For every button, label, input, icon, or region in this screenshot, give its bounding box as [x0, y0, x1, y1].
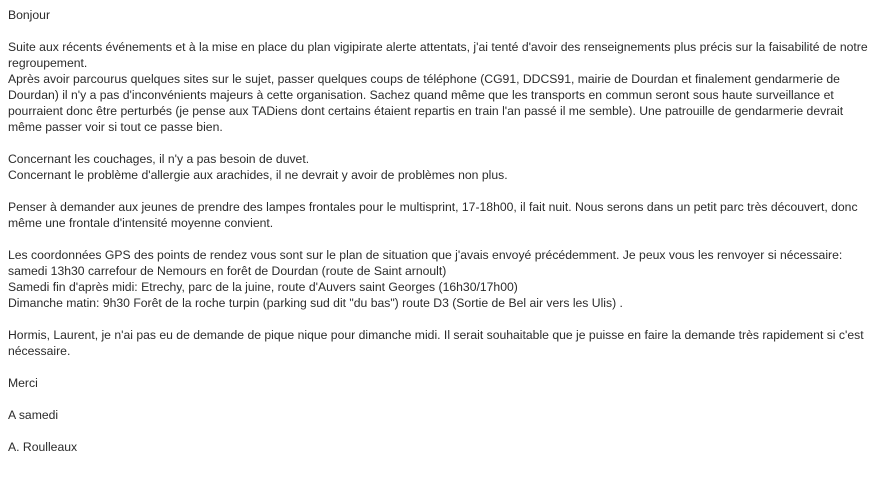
signature: A. Roulleaux — [8, 440, 78, 454]
paragraph-pique-nique — [8, 327, 878, 359]
paragraph-gps — [8, 247, 878, 311]
rendezvous-line: samedi 13h30 carrefour de Nemours en forêt de Dourdan (route de Saint arnoult) — [8, 264, 447, 278]
paragraph-line: Hormis, Laurent, je n'ai pas eu de demande de pique nique pour dimanche midi. Il serait souhaitable que je puisse en faire la demande très rapidement si c'est nécessaire. — [8, 328, 864, 358]
paragraph-line: Concernant les couchages, il n'y a pas besoin de duvet. — [8, 152, 310, 166]
paragraph-vigipirate — [8, 39, 878, 135]
paragraph-couchages — [8, 151, 878, 183]
thanks: Merci — [8, 376, 38, 390]
paragraph-line: Concernant le problème d'allergie aux arachides, il ne devrait y avoir de problèmes non plus. — [8, 168, 508, 182]
greeting: Bonjour — [8, 8, 51, 22]
paragraph-lampes — [8, 199, 878, 231]
email-body — [8, 7, 878, 455]
rendezvous-line: Dimanche matin: 9h30 Forêt de la roche turpin (parking sud dit "du bas") route D3 (Sortie de Bel air vers les Ulis) . — [8, 296, 623, 310]
paragraph-line: Penser à demander aux jeunes de prendre des lampes frontales pour le multisprint, 17-18h00, il fait nuit. Nous serons dans un petit parc très découvert, donc même une frontale d'intensité moyenne convient. — [8, 200, 858, 230]
paragraph-line: Suite aux récents événements et à la mise en place du plan vigipirate alerte attentats, j'ai tenté d'avoir des renseignements plus précis sur la faisabilité de notre regroupement. — [8, 40, 868, 70]
rendezvous-line: Samedi fin d'après midi: Etrechy, parc de la juine, route d'Auvers saint Georges (16h30/17h00) — [8, 280, 518, 294]
farewell: A samedi — [8, 408, 59, 422]
paragraph-line: Les coordonnées GPS des points de rendez vous sont sur le plan de situation que j'avais envoyé précédemment. Je peux vous les renvoyer si nécessaire: — [8, 248, 843, 262]
paragraph-line: Après avoir parcourus quelques sites sur le sujet, passer quelques coups de téléphone (CG91, DDCS91, mairie de Dourdan et finalement gendarmerie de Dourdan) il n'y a pas d'inconvénients majeurs à cette organisation. Sachez quand même que les transports en commun seront sous haute surveillance et pourraient donc être perturbés (je pense aux TADiens dont certains étaient repartis en train l'an passé il me semble). Une patrouille de gendarmerie devrait même passer voir si tout ce passe bien. — [8, 72, 844, 134]
